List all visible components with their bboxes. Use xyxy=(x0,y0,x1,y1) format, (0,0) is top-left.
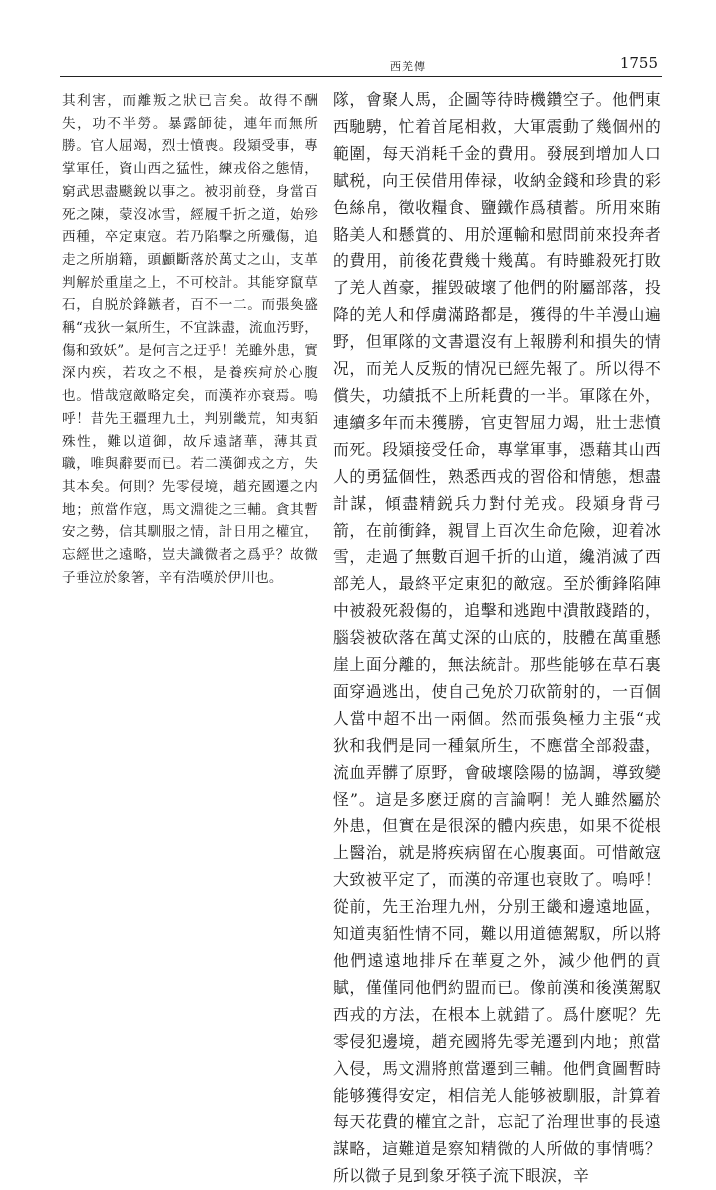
classical-text-paragraph: 其利害，而離叛之狀已言矣。故得不酬失，功不半勞。暴露師徒，連年而無所勝。官人屈竭，烈士憤喪。段熲受事，專掌軍任，資山西之猛性，練戎俗之態情，窮武思盡颷銳以事之。被羽前登，身當百死之陳，蒙沒冰雪，經履千折之道，始殄西種，卒定東寇。若乃陷擊之所殲傷，追走之所崩籍，頭顱斷落於萬丈之山，支革判解於重崖之上，不可校計。其能穿竄草石，自脱於鋒鏃者，百不一二。而張奐盛稱“戎狄一氣所生，不宜誅盡，流血汚野，傷和致妖”。是何言之迂乎！羌雖外患，實深内疾，若攻之不根，是養疾疴於心腹也。惜哉寇敵略定矣，而漢祚亦衰焉。嗚呼！昔先王疆理九土，判别畿荒，知夷貊殊性，難以道御，故斥遠諸華，薄其貢職，唯與辭要而已。若二漢御戎之方，失其本矣。何則？先零侵境，趙充國遷之内地；煎當作寇，馬文淵徙之三輔。貪其暫安之勢，信其馴服之情，計日用之權宜，忘經世之遠略，豈夫識微者之爲乎？故微子垂泣於象箸，辛有浩嘆於伊川也。 xyxy=(62,93,318,586)
page-number: 1755 xyxy=(619,54,658,72)
page-header xyxy=(60,54,660,78)
translation-column xyxy=(333,87,661,1190)
header-rule xyxy=(60,76,662,77)
translation-paragraph: 隊，會聚人馬，企圖等待時機鑽空子。他們東西馳騁，忙着首尾相救，大軍震動了幾個州的範圍，每天消耗千金的費用。發展到增加人口賦税，向王侯借用俸禄，收納金錢和珍貴的彩色絲帛，徵收糧食、鹽鐵作爲積蓄。所用來賄賂美人和懸賞的、用於運輸和慰問前來投奔者的費用，前後花費幾十幾萬。有時雖殺死打敗了羌人酋豪，摧毁破壞了他們的附屬部落，投降的羌人和俘虜滿路都是，獲得的牛羊漫山遍野，但軍隊的文書還沒有上報勝利和損失的情况，而羌人反叛的情况已經先報了。所以得不償失，功績抵不上所耗費的一半。軍隊在外，連續多年而未獲勝，官吏智屈力竭，壯士悲憤而死。段熲接受任命，專掌軍事，憑藉其山西人的勇猛個性，熟悉西戎的習俗和情態，想盡計謀，傾盡精鋭兵力對付羌戎。段熲身背弓箭，在前衝鋒，親冒上百次生命危險，迎着冰雪，走過了無數百迴千折的山道，纔消滅了西部羌人，最終平定東犯的敵寇。至於衝鋒陷陣中被殺死殺傷的，追擊和逃跑中潰散踐踏的，腦袋被砍落在萬丈深的山底的，肢體在萬重懸崖上面分離的，無法統計。那些能够在草石裏面穿過逃出，使自己免於刀砍箭射的，一百個人當中超不出一兩個。然而張奐極力主張“戎狄和我們是同一種氣所生，不應當全部殺盡，流血弄髒了原野，會破壞陰陽的協調，導致變怪”。這是多麽迂腐的言論啊！羌人雖然屬於外患，但實在是很深的體内疾患，如果不從根上醫治，就是將疾病留在心腹裏面。可惜敵寇大致被平定了，而漢的帝運也衰敗了。嗚呼！從前，先王治理九州，分别王畿和邊遠地區，知道夷貊性情不同，難以用道德駕馭，所以將他們遠遠地排斥在華夏之外，減少他們的貢賦，僅僅同他們約盟而已。像前漢和後漢駕馭西戎的方法，在根本上就錯了。爲什麽呢？先零侵犯邊境，趙充國將先零羌遷到内地；煎當入侵，馬文淵將煎當遷到三輔。他們貪圖暫時能够獲得安定，相信羌人能够被馴服，計算着每天花費的權宜之計，忘記了治理世事的長遠謀略，這難道是察知精微的人所做的事情嗎？所以微子見到象牙筷子流下眼淚，辛 xyxy=(333,90,661,1186)
classical-text-column xyxy=(62,90,318,589)
running-title: 西羌傳 xyxy=(390,60,426,73)
